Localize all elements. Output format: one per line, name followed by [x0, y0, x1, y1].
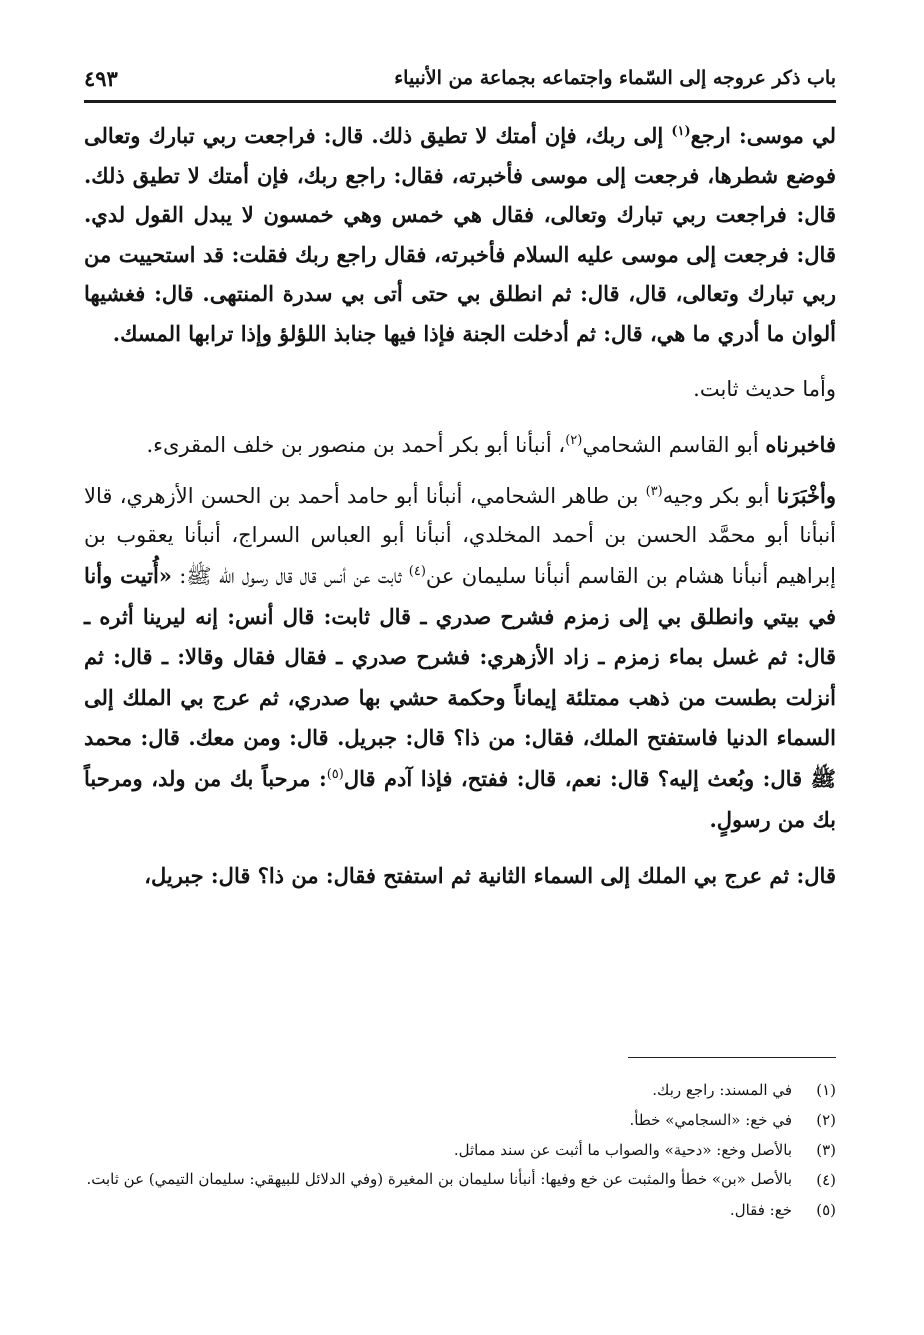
main-text [84, 116, 836, 896]
footnote-ref-3: (٣) [645, 483, 663, 499]
p3-lead-word: فاخبرناه [765, 432, 836, 458]
footnote-ref-1: (١) [671, 124, 691, 139]
p4-lead-word: وأخْبَرَنا [776, 482, 836, 508]
p3-text-b: ، أنبأنا أبو بكر أحمد بن منصور بن خلف المقرىء. [146, 433, 566, 458]
footnote-2 [84, 1105, 836, 1135]
p4-text-b: بن طاهر الشحامي، أنبأنا أبو حامد أحمد بن الحسن الأزهري، قالا أنبأنا أبو محمَّد الحسن بن أحمد المخلدي، أنبأنا أبو العباس السراج، أنبأنا يعقوب بن إبراهيم أنبأنا هشام بن القاسم أنبأنا سليمان عن [84, 483, 837, 588]
footnote-4 [84, 1165, 836, 1195]
running-header [84, 56, 836, 103]
p1-text-a: لي موسى: ارجع [690, 123, 836, 148]
footnote-number: (١) [816, 1081, 836, 1099]
p4-hadith-text: «أُتيت وأنا في بيتي وانطلق بي إلى زمزم فشرح صدري ـ قال ثابت: قال أنس: إنه ليرينا أثره ـ قال: ثم غسل بماء زمزم ـ زاد الأزهري: فشرح صدري ـ فقال فقال وقالا: ـ قال: ثم أنزلت بطست من ذهب ممتلئة إيماناً وحكمة حشي بها صدري، ثم عرج بي الملك إلى السماء الدنيا فاستفتح الملك، فقال: من ذا؟ قال: جبريل. قال: ومن معك. قال: محمد ﷺ قال: وبُعث إليه؟ قال: نعم، قال: ففتح، فإذا آدم قال [84, 562, 836, 791]
page-number: ٤٩٣ [84, 65, 118, 91]
footnote-number: (٥) [816, 1201, 836, 1219]
p3-text-a: أبو القاسم الشحامي [582, 433, 766, 458]
footnote-text: خع: فقال. [729, 1201, 792, 1219]
p4-text-a: أبو بكر وجيه [662, 483, 777, 508]
paragraph-2: وأما حديث ثابت. [693, 376, 836, 401]
p4-text-e: : مرحباً بك من ولد، ومرحباً بك من رسولٍ. [84, 765, 836, 832]
chapter-title: باب ذكر عروجه إلى السّماء واجتماعه بجماعة من الأنبياء [394, 67, 836, 89]
p4-text-c: ثابت عن أنس قال قال رسول الله ﷺ: [171, 563, 409, 588]
footnote-ref-4: (٤) [408, 563, 426, 579]
paragraph-1 [84, 116, 836, 354]
footnote-number: (٣) [816, 1141, 836, 1159]
footnote-separator [628, 1057, 836, 1058]
footnote-ref-2: (٢) [565, 433, 583, 449]
footnotes [84, 1075, 836, 1225]
paragraph-5: قال: ثم عرج بي الملك إلى السماء الثانية ثم استفتح فقال: من ذا؟ قال: جبريل، [144, 863, 836, 889]
footnote-ref-5: (٥) [326, 766, 344, 782]
footnote-number: (٤) [816, 1171, 836, 1189]
paragraph-4 [84, 476, 836, 840]
footnote-number: (٢) [816, 1111, 836, 1129]
footnote-text: بالأصل وخع: «دحية» والصواب ما أثبت عن سند مماثل. [453, 1141, 792, 1159]
footnote-text: في خع: «السجامي» خطأ. [629, 1111, 792, 1129]
footnote-text: بالأصل «بن» خطأ والمثبت عن خع وفيها: أنبأنا سليمان بن المغيرة (وفي الدلائل للبيهقي: سليمان التيمي) عن ثابت. [86, 1170, 792, 1188]
paragraph-3 [84, 425, 836, 466]
footnote-5 [84, 1195, 836, 1225]
footnote-1 [84, 1075, 836, 1105]
footnote-3 [84, 1135, 836, 1165]
p1-text-b: إلى ربك، فإن أمتك لا تطيق ذلك. قال: فراجعت ربي تبارك وتعالى فوضع شطرها، فرجعت إلى موسى فأخبرته، فقال: راجع ربك، فإن أمتك لا تطيق ذلك. قال: فراجعت ربي تبارك وتعالى، فقال هي خمس وهي خمسون لا يبدل القول لدي. قال: فرجعت إلى موسى عليه السلام فأخبرته، فقال راجع ربك فقلت: قد استحييت من ربي تبارك وتعالى، قال، قال: ثم انطلق بي حتى أتى بي سدرة المنتهى. قال: فغشيها ألوان ما أدري ما هي، قال: ثم أدخلت الجنة فإذا فيها جنابذ اللؤلؤ وإذا ترابها المسك. [84, 123, 836, 346]
footnote-text: في المسند: راجع ربك. [652, 1081, 792, 1099]
